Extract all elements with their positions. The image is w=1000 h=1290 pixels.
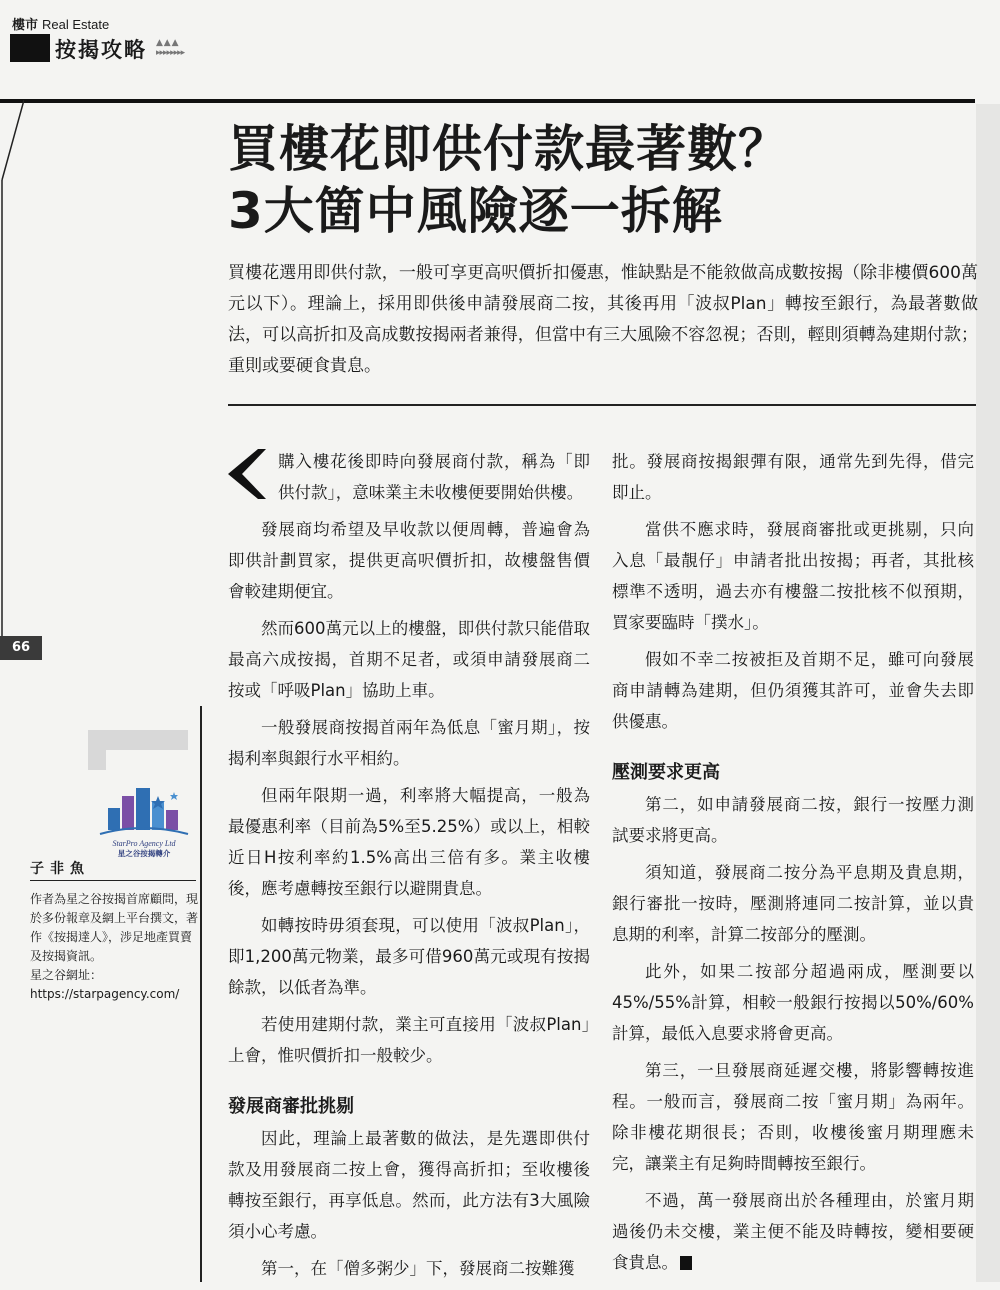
section-label xyxy=(12,14,109,33)
subheading: 發展商審批挑剔 xyxy=(228,1096,354,1117)
paragraph: 須知道，發展商二按分為平息期及貴息期，銀行審批一按時，壓測將連同二按計算，並以貴息期的利率，計算二按部分的壓測。 xyxy=(612,863,974,944)
next-page-edge xyxy=(976,104,1000,1282)
paragraph: 因此，理論上最著數的做法，是先選即供付款及用發展商二按上會，獲得高折扣；至收樓後轉按至銀行，再享低息。然而，此方法有3大風險須小心考慮。 xyxy=(228,1129,590,1241)
author-name: 子非魚 xyxy=(30,861,90,877)
paragraph: 一般發展商按揭首兩年為低息「蜜月期」，按揭利率與銀行水平相約。 xyxy=(228,718,590,768)
paragraph-text: 不過，萬一發展商出於各種理由，於蜜月期過後仍未交樓，業主便不能及時轉按，變相要硬食貴息。 xyxy=(612,1191,974,1272)
paragraph: 批。發展商按揭銀彈有限，通常先到先得，借完即止。 xyxy=(612,452,974,502)
page-number: 66 xyxy=(0,636,42,660)
section-label-en: Real Estate xyxy=(42,17,110,32)
paragraph: 假如不幸二按被拒及首期不足，雖可向發展商申請轉為建期，但仍須獲其許可，並會失去即供優惠。 xyxy=(612,650,974,731)
end-mark-icon xyxy=(680,1256,692,1270)
paragraph: 第二，如申請發展商二按，銀行一按壓力測試要求將更高。 xyxy=(612,795,974,845)
section-tab-block xyxy=(10,34,50,62)
paragraph: 但兩年限期一過，利率將大幅提高，一般為最優惠利率（目前為5%至5.25%）或以上，相較近日H按利率約1.5%高出三倍有多。業主收樓後，應考慮轉按至銀行以避開貴息。 xyxy=(228,786,590,898)
body-column-1 xyxy=(228,446,590,1290)
paragraph: 此外，如果二按部分超過兩成，壓測要以45%/55%計算，相較一般銀行按揭以50%/60%計算，最低入息要求將會更高。 xyxy=(612,962,974,1043)
author-bio xyxy=(30,890,198,1004)
subheading: 壓測要求更高 xyxy=(612,762,720,783)
headline-line-2: 3大箇中風險逐一拆解 xyxy=(228,182,723,240)
website-link[interactable]: https://starpagency.com/ xyxy=(30,987,180,1001)
diagonal-rule-icon xyxy=(0,100,24,660)
sidebar-rule xyxy=(200,706,202,1282)
paragraph: 若使用建期付款，業主可直接用「波叔Plan」上會，惟呎價折扣一般較少。 xyxy=(228,1015,590,1065)
lead-paragraph: 買樓花選用即供付款，一般可享更高呎價折扣優惠，惟缺點是不能敘做高成數按揭（除非樓價600萬元以下）。理論上，採用即供後申請發展商二按，其後再用「波叔Plan」轉按至銀行，為最著數做法，可以高折扣及高成數按揭兩者兼得，但當中有三大風險不容忽視；否則，輕則須轉為建期付款；重則或要硬食貴息。 xyxy=(228,263,978,376)
paragraph: 如轉按時毋須套現，可以使用「波叔Plan」，即1,200萬元物業，最多可借960萬元或現有按揭餘款，以低者為準。 xyxy=(228,916,590,997)
headline xyxy=(228,118,789,242)
section-label-cn: 樓市 xyxy=(12,18,39,33)
paragraph: 然而600萬元以上的樓盤，即供付款只能借取最高六成按揭，首期不足者，或須申請發展商二按或「呼吸Plan」協助上車。 xyxy=(228,619,590,700)
website-label: 星之谷網址： xyxy=(30,968,103,982)
logo-text-en: StarPro Agency Ltd xyxy=(112,839,176,848)
section-title: 按揭攻略 xyxy=(55,38,147,62)
body-column-2 xyxy=(612,446,974,1284)
paragraph: 當供不應求時，發展商審批或更挑剔，只向入息「最靚仔」申請者批出按揭；再者，其批核標準不透明，過去亦有樓盤二按批核不似預期，買家要臨時「撲水」。 xyxy=(612,520,974,632)
headline-line-1: 買樓花即供付款最著數？ xyxy=(228,120,789,178)
author-bio-text: 作者為星之谷按揭首席顧問，現於多份報章及網上平台撰文，著作《按揭達人》，涉足地產買賣及按揭資訊。 xyxy=(30,892,199,963)
paragraph: 第三，一旦發展商延遲交樓，將影響轉按進程。一般而言，發展商二按「蜜月期」為兩年。除非樓花期很長；否則，收樓後蜜月期理應未完，讓業主有足夠時間轉按至銀行。 xyxy=(612,1061,974,1173)
starpro-logo-icon xyxy=(88,730,196,860)
decorative-arrows-icon: ▲ ▲ ▲ ▸▸▸▸▸▸▸▸ xyxy=(156,38,185,58)
paragraph: 第一，在「僧多粥少」下，發展商二按難獲 xyxy=(261,1259,575,1278)
lead-rule xyxy=(228,404,976,406)
last-paragraph xyxy=(612,1185,974,1278)
logo-text-cn: 星之谷按揭轉介 xyxy=(117,849,171,858)
header-rule xyxy=(0,99,975,103)
author-rule xyxy=(30,880,196,881)
paragraph: 發展商均希望及早收款以便周轉，普遍會為即供計劃買家，提供更高呎價折扣，故樓盤售價會較建期便宜。 xyxy=(228,520,590,601)
paragraph: 購入樓花後即時向發展商付款，稱為「即供付款」，意味業主未收樓便要開始供樓。 xyxy=(278,452,590,502)
